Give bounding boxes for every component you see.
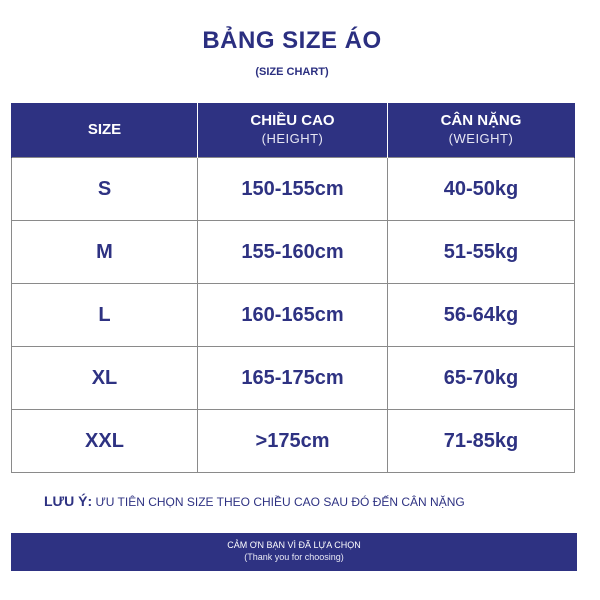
table-row [12, 221, 575, 284]
table-row [12, 158, 575, 221]
column-header-height [198, 103, 388, 158]
height-cell: 155-160cm [198, 221, 388, 284]
weight-cell: 71-85kg [388, 410, 575, 473]
height-cell: 150-155cm [198, 158, 388, 221]
height-cell: >175cm [198, 410, 388, 473]
weight-cell: 40-50kg [388, 158, 575, 221]
sizing-note [44, 493, 465, 509]
table-row [12, 410, 575, 473]
table-row [12, 284, 575, 347]
note-text: ƯU TIÊN CHỌN SIZE THEO CHIỀU CAO SAU ĐÓ ĐẾN CÂN NẶNG [95, 495, 465, 509]
weight-cell: 51-55kg [388, 221, 575, 284]
size-cell: XL [12, 347, 198, 410]
thank-you-vietnamese: CẢM ƠN BẠN VÌ ĐÃ LỰA CHỌN [227, 540, 361, 550]
size-cell: S [12, 158, 198, 221]
thank-you-banner [11, 533, 577, 571]
height-cell: 160-165cm [198, 284, 388, 347]
column-header-label: CÂN NẶNG [440, 112, 522, 129]
table-row [12, 347, 575, 410]
chart-title: BẢNG SIZE ÁO [202, 27, 382, 54]
table-header-row [12, 103, 575, 158]
weight-cell: 56-64kg [388, 284, 575, 347]
weight-cell: 65-70kg [388, 347, 575, 410]
size-cell: XXL [12, 410, 198, 473]
size-chart-table [11, 103, 575, 473]
column-header-sublabel: (HEIGHT) [261, 131, 324, 146]
chart-subtitle: (SIZE CHART) [255, 66, 329, 78]
height-cell: 165-175cm [198, 347, 388, 410]
column-header-label: CHIỀU CAO [250, 112, 335, 129]
column-header-label: SIZE [87, 121, 122, 138]
column-header-sublabel: (WEIGHT) [448, 131, 514, 146]
column-header-weight [388, 103, 575, 158]
note-label: LƯU Ý: [44, 493, 93, 509]
thank-you-english: (Thank you for choosing) [244, 552, 344, 562]
size-cell: L [12, 284, 198, 347]
size-cell: M [12, 221, 198, 284]
column-header-size [12, 103, 198, 158]
